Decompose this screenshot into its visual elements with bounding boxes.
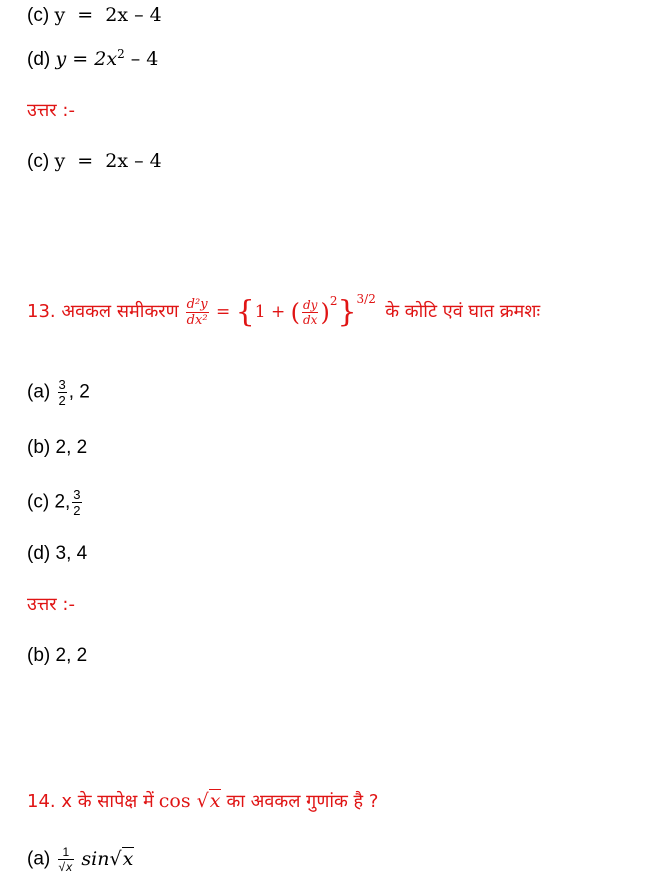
- option-label: (a): [27, 848, 51, 870]
- question-prefix: 13. अवकल समीकरण: [27, 301, 179, 322]
- option-expression: y = 2x – 4: [54, 150, 162, 172]
- fraction: $\frac{3}{2}$: [73, 487, 81, 518]
- answer-option-c: [27, 152, 162, 171]
- fraction: $\frac{1}{√x}$: [58, 845, 73, 874]
- dy-dx-fraction: $\frac{dy}{dx}$: [302, 298, 318, 327]
- option-d-q13: [27, 544, 87, 563]
- question-13: [27, 292, 541, 330]
- question-prefix: 14. x के सापेक्ष में: [27, 791, 154, 812]
- option-d-q12: [27, 47, 159, 70]
- question-14: [27, 792, 378, 811]
- option-label: (d): [27, 543, 51, 564]
- option-label: (c): [27, 491, 50, 513]
- option-label: (a): [27, 381, 51, 403]
- option-value: 3, 4: [55, 543, 88, 564]
- option-a-q14: [27, 846, 134, 873]
- answer-heading: उत्तर :-: [27, 594, 75, 615]
- option-label: (d): [27, 49, 51, 70]
- answer-option-b: [27, 646, 87, 665]
- option-expression: sin√x: [81, 847, 134, 870]
- option-a-q13: (a) $\frac{3}{2}$ , 2: [27, 377, 90, 408]
- option-c-q12: [27, 6, 162, 25]
- answer-heading: उत्तर :-: [27, 100, 75, 121]
- option-c-q13: (c) 2, $\frac{3}{2}$: [27, 487, 81, 518]
- fraction: $\frac{3}{2}$: [58, 377, 66, 408]
- option-label: (c): [27, 5, 50, 26]
- option-expression: y = 2x – 4: [54, 4, 162, 26]
- question-suffix: के कोटि एवं घात क्रमशः: [385, 301, 541, 322]
- question-equation: $\frac{\text{d²y}}{\text{dx²}}$ = {1 + ( $\frac{dy}{dx}$ )$^2$}$^{3/2}$: [186, 292, 376, 330]
- option-value: 2, 2: [55, 645, 88, 666]
- option-b-q13: [27, 438, 87, 457]
- question-expression: cos √x: [158, 790, 221, 812]
- question-suffix: का अवकल गुणांक है ?: [226, 791, 379, 812]
- derivative-fraction: $\frac{\text{d²y}}{\text{dx²}}$: [186, 297, 208, 328]
- option-label: (b): [27, 437, 51, 458]
- option-label: (b): [27, 645, 51, 666]
- option-value: 2, 2: [55, 437, 88, 458]
- option-expression: $y = 2x^2 - 4$: [55, 47, 159, 70]
- option-label: (c): [27, 151, 50, 172]
